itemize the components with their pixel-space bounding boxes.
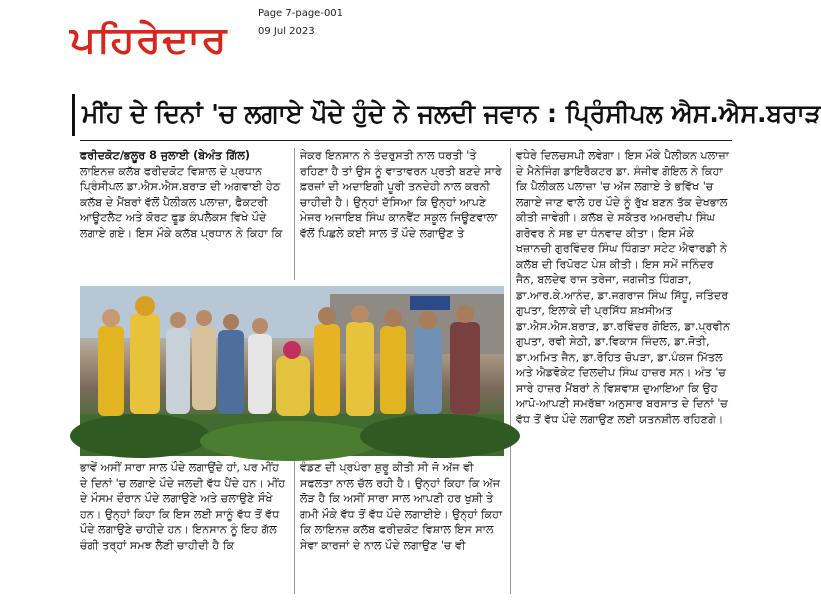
- column-divider: [294, 148, 295, 280]
- headline-left-rule: [72, 94, 75, 136]
- column-divider: [510, 148, 511, 594]
- article-dateline: ਫਰੀਦਕੋਟ/ਭਲੂਰ 8 ਜੁਲਾਈ (ਬੇਅੰਤ ਗਿੱਲ): [80, 149, 251, 162]
- article-column-3: [516, 148, 730, 588]
- page-date: 09 Jul 2023: [258, 26, 315, 37]
- article-text-col3: ਵਧੇਰੇ ਦਿਲਚਸਪੀ ਲਵੇਗਾ। ਇਸ ਮੌਕੇ ਪੈਲੀਕਨ ਪਲਾਜ਼ਾ ਦੇ ਮੈਨੇਜਿੰਗ ਡਾਇਰੈਕਟਰ ਡਾ. ਸੰਜੀਵ ਗੋਇਲ ਨੇ ਕਿਹਾ ਕਿ ਪੈਲੀਕਲ ਪਲਾਜ਼ਾ 'ਚ ਅੱਜ ਲਗਾਏ ਤੇ ਭਵਿੱਖ 'ਚ ਲਗਾਏ ਜਾਣ ਵਾਲੇ ਹਰ ਪੌਦੇ ਨੂੰ ਰੁੱਖ ਬਣਨ ਤੱਕ ਦੇਖਭਾਲ ਕੀਤੀ ਜਾਵੇਗੀ। ਕਲੱਬ ਦੇ ਸਕੱਤਰ ਅਮਰਦੀਪ ਸਿੰਘ ਗਰੋਵਰ ਨੇ ਸਭ ਦਾ ਧੰਨਵਾਦ ਕੀਤਾ। ਇਸ ਮੌਕੇ ਖਜ਼ਾਨਚੀ ਗੁਰਵਿੰਦਰ ਸਿੰਘ ਧਿੰਗੜਾ ਸਟੇਟ ਐਵਾਰਡੀ ਨੇ ਕਲੱਬ ਦੀ ਰਿਪੋਰਟ ਪੇਸ਼ ਕੀਤੀ। ਇਸ ਸਮੇਂ ਜਨਿੰਦਰ ਜੈਨ, ਬਲਦੇਵ ਰਾਜ ਤਰੇਜਾ, ਜਗਜੀਤ ਧਿੰਗੜਾ, ਡਾ.ਆਰ.ਕੇ.ਆਨੰਦ, ਡਾ.ਜਗਰਾਜ ਸਿੰਘ ਸਿੱਧੂ, ਜਤਿੰਦਰ ਗੁਪਤਾ, ਇਲਾਕੇ ਦੀ ਪ੍ਰਸਿੱਧ ਸ਼ਖ਼ਸੀਅਤ ਡਾ.ਐਸ.ਐਸ.ਬਰਾੜ, ਡਾ.ਰਵਿੰਦਰ ਗੋਇਲ, ਡਾ.ਪ੍ਰਵੀਨ ਗੁਪਤਾ, ਰਵੀ ਸੇਠੀ, ਡਾ.ਵਿਕਾਸ ਜਿੰਦਲ, ਡਾ.ਜੋਤੀ, ਡਾ.ਅਮਿਤ ਜੈਨ, ਡਾ.ਰੋਹਿਤ ਚੋਪੜਾ, ਡਾ.ਪੰਕਜ ਮਿੱਤਲ ਅਤੇ ਐਡਵੋਕੇਟ ਦਿਲਦੀਪ ਸਿੰਘ ਹਾਜ਼ਰ ਸਨ। ਅੰਤ 'ਚ ਸਾਰੇ ਹਾਜ਼ਰ ਮੈਂਬਰਾਂ ਨੇ ਵਿਸ਼ਵਾਸ਼ ਦੁਆਇਆ ਕਿ ਉਹ ਆਪੋ-ਆਪਣੀ ਸਮਰੱਥਾ ਅਨੁਸਾਰ ਬਰਸਾਤ ਦੇ ਦਿਨਾਂ 'ਚ ਵੱਧ ਤੋਂ ਵੱਧ ਪੌਦੇ ਲਗਾਉਣ ਲਈ ਯਤਨਸ਼ੀਲ ਰਹਿਣਗੇ।: [516, 149, 730, 426]
- article-column-2-top: [300, 148, 504, 280]
- article-column-1-top: [80, 148, 288, 280]
- headline-underline: [80, 140, 732, 141]
- article-headline: ਮੀਂਹ ਦੇ ਦਿਨਾਂ 'ਚ ਲਗਾਏ ਪੌਦੇ ਹੁੰਦੇ ਨੇ ਜਲਦੀ ਜਵਾਨ : ਪ੍ਰਿੰਸੀਪਲ ਐਸ.ਐਸ.ਬਰਾੜ: [82, 99, 821, 128]
- article-column-2-bottom: [300, 460, 504, 594]
- article-text-col2-top: ਜੇਕਰ ਇਨਸਾਨ ਨੇ ਤੰਦਰੁਸਤੀ ਨਾਲ ਧਰਤੀ 'ਤੇ ਰਹਿਣਾ ਹੈ ਤਾਂ ਉਸ ਨੂੰ ਵਾਤਾਵਰਨ ਪ੍ਰਤੀ ਬਣਦੇ ਸਾਰੇ ਫ਼ਰਜ਼ਾਂ ਦੀ ਅਦਾਇਗੀ ਪੂਰੀ ਤਨਦੇਹੀ ਨਾਲ ਕਰਨੀ ਚਾਹੀਦੀ ਹੈ। ਉਨ੍ਹਾਂ ਦੱਸਿਆ ਕਿ ਉਨ੍ਹਾਂ ਆਪਣੇ ਮੇਜਰ ਅਜਾਇਬ ਸਿੰਘ ਕਾਨਵੈਂਟ ਸਕੂਲ ਜਿਊਣਵਾਲਾ ਵੱਲੋਂ ਪਿਛਲੇ ਕਈ ਸਾਲ ਤੋਂ ਪੌਦੇ ਲਗਾਉਣ ਤੇ: [300, 149, 502, 240]
- article-column-1-bottom: [80, 460, 288, 594]
- page-label: Page 7-page-001: [258, 8, 344, 19]
- article-text-col1-bottom: ਭਾਵੇਂ ਅਸੀਂ ਸਾਰਾ ਸਾਲ ਪੌਦੇ ਲਗਾਉਂਦੇ ਹਾਂ, ਪਰ ਮੀਂਹ ਦੇ ਦਿਨਾਂ 'ਚ ਲਗਾਏ ਪੌਦੇ ਜਲਦੀ ਵੱਧ ਪੈਂਦੇ ਹਨ। ਮੀਂਹ ਦੇ ਮੌਸਮ ਦੌਰਾਨ ਪੌਦੇ ਲਗਾਉਣੇ ਅਤੇ ਚਲਾਉਣੇ ਸੌਖੇ ਹਨ। ਉਨ੍ਹਾਂ ਕਿਹਾ ਕਿ ਇਸ ਲਈ ਸਾਨੂੰ ਵੱਧ ਤੋਂ ਵੱਧ ਪੌਦੇ ਲਗਾਉਣੇ ਚਾਹੀਦੇ ਹਨ। ਇਨਸਾਨ ਨੂੰ ਇਹ ਗੱਲ ਚੰਗੀ ਤਰ੍ਹਾਂ ਸਮਝ ਲੈਣੀ ਚਾਹੀਦੀ ਹੈ ਕਿ: [80, 461, 286, 552]
- column-divider: [294, 460, 295, 594]
- newspaper-masthead: ਪਹਿਰੇਦਾਰ: [70, 20, 228, 61]
- article-text-col2-bottom: ਵੰਡਣ ਦੀ ਪ੍ਰਪੰਰਾ ਸ਼ੁਰੂ ਕੀਤੀ ਸੀ ਜੋ ਅੱਜ ਵੀ ਸਫਲਤਾ ਨਾਲ ਚੱਲ ਰਹੀ ਹੈ। ਉਨ੍ਹਾਂ ਕਿਹਾ ਕਿ ਅੱਜ ਲੋੜ ਹੈ ਕਿ ਅਸੀਂ ਸਾਰਾ ਸਾਲ ਆਪਣੀ ਹਰ ਖੁਸ਼ੀ ਤੇ ਗਮੀ ਮੌਕੇ ਵੱਧ ਤੋਂ ਵੱਧ ਪੌਦੇ ਲਗਾਈਏ। ਉਨ੍ਹਾਂ ਕਿਹਾ ਕਿ ਲਾਇਨਜ਼ ਕਲੱਬ ਫਰੀਦਕੋਟ ਵਿਸ਼ਾਲ ਇਸ ਸਾਲ ਸੇਵਾ ਕਾਰਜਾਂ ਦੇ ਨਾਲ ਪੌਦੇ ਲਗਾਉਣ 'ਚ ਵੀ: [300, 461, 503, 552]
- article-photo: [80, 286, 504, 456]
- photo-illustration: [80, 286, 504, 456]
- article-text-col1-top: ਲਾਇਨਜ਼ ਕਲੱਬ ਫਰੀਦਕੋਟ ਵਿਸ਼ਾਲ ਦੇ ਪ੍ਰਧਾਨ ਪ੍ਰਿੰਸੀਪਲ ਡਾ.ਐਸ.ਐਸ.ਬਰਾੜ ਦੀ ਅਗਵਾਈ ਹੇਠ ਕਲੱਬ ਦੇ ਮੈਂਬਰਾਂ ਵੱਲੋਂ ਪੈਲੀਕਲ ਪਲਾਜ਼ਾ, ਫੈਕਟਰੀ ਆਊਟਲੈਟ ਅਤੇ ਕੋਰਟ ਫੂਡ ਕੰਪਲੈਕਸ ਵਿਖੇ ਪੌਦੇ ਲਗਾਏ ਗਏ। ਇਸ ਮੌਕੇ ਕਲੱਬ ਪ੍ਰਧਾਨ ਨੇ ਕਿਹਾ ਕਿ: [80, 164, 283, 240]
